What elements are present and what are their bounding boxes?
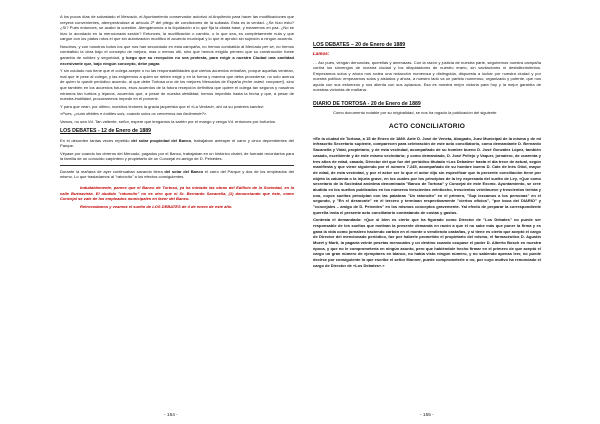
paragraph: Vamos, no sea Vd. Tan valiente, señor, espere que tengamos la sartén por el mango y venga Vd. entonces por bufuelos. <box>60 118 277 124</box>
text-run: , no hemos combatido la obra bajo el concepto de mejora, mas o menos útil, sino que hemos exigido primero que su construcción fuese garantía de solidez y seguridad, <box>60 43 294 61</box>
acta-paragraph: Contesta el demandado: «Que si bien es cierto que ha figurado como Director de "Los Debates" no puede ser responsable de los sueltos que motivan la presente demanda en razón a que él no sabe más que poner la firma y es gana la vida como jornalero haciendo carbón en el monte o vendiendo castañas, y si tiene es cierto que aceptó el cargo de Director del mencionado periódico, fue por haberle prometido el propietario del mismo, el farmacéutico D. Agustín Moret y Martí, la pagaría veinte pesetas mensuales y un destino cuando ocupase el poder D. Alberto Bosch en nuestra época, y que no le comprometería en ningún asunto, pero que habiéndole hecho firmar en el primero de que aceptó el cargo un gran número de ejemplares en blanco, no había visto ningún número, y no sabiendo apenas leer, no puede decirse por consiguiente lo que escribe el señor Monner, puede comprometerle o no, por cuyo motivo ha renunciado el cargo de Director de «Los Debates».» <box>313 217 541 268</box>
acta-paragraph: «En la ciudad de Tortosa, a 15 de Enero de 1889. Ante D. José de Veneta, Abogado, Juez Municipal de la misma y de mi infrascrito Secretario suplente, comparecen para celebración de este acto conciliatorio, como demandante D. Bernardo Sacanella y Vidal, propietario, y de esta vecindad, acompañado de su hombre bueno D. José González López, también casado, escribiente y de este mismo vecindario; y como demandado, D. José Pellejo y Vaquer, jornalero, de cuarenta y tres años de edad, casado, Director del que fue del periódico titulado «Los Debates» hasta el día trece de actual, según manifiesta y que viene siguiendo por el número 7.245, acompañado de su hombre bueno D. Cate de Inés Otiol, mayor de edad, de esta vecindad, y por el actor ser lo que el actor dijo sin especificar que la presente conciliación tiene por objeto la calumnia o la injuria grave, en los cuales por los principios de la ley expresada del suelto de Ley, «Que como secretario de la Sociedad anónima denominada "Banco de Tortosa" y Concejal de este Excmo. Ayuntamiento, se cree aludido en los sueltos publicados en los números trescientos veintiocho, trescientos veintinueve y trescientos treinta y uno, cuyos sueltos principian con las palabras "Un ratoncito" en el primero, "Sup lezcamos a los personas" en el segundo, y "En el desmonte" en el tercero y terminan respectivamente "ciertos oficios", "por boca del DIARIO" y "concejales – amigo de D. Peixedes" en los mismos conceptos gravemente. Yal efecto de preparar la correspondiente querella insta el presente acto conciliatorio contratando de costas y gastos. <box>313 135 541 215</box>
section-subheading: Lamos: <box>313 51 330 57</box>
text-run: del solar propiedad del Banco <box>131 137 192 143</box>
text-run: debilidad <box>182 90 199 96</box>
text-run: inutilidad <box>74 96 91 102</box>
paragraph <box>60 68 294 101</box>
document-title: ACTO CONCILIATORIO <box>388 122 466 130</box>
quote: «Pues, ¿cuán débiles e inútiles sois, cuando solos os vencemos tan fácilmente?». <box>60 111 208 117</box>
text-run: el carro del Parque y dos de los empleados del mismo. Lo que trasladamos al "ratoncito" a los efectos consiguientes. <box>60 168 294 180</box>
text-run: En el desorden tantas veces repetido <box>60 137 132 143</box>
editor-note: Retrocedamos y veamos el suelto de LOS DEBATES de 4 de enero de este año. <box>80 203 233 209</box>
paragraph: … Así pues, vengan denuncias, querellas y amenazas. Con la razón y justicia de nuestra parte, seguiremos nuestra campaña contra los sinvengos de nuestra ciudad y los dilapidadores de nuestro erario, sin vacilaciones ni desfallecimientos. Empezamos solos y ahora nos rodea una redacción numerosa y distinguida, dispuesta a luchar por nuestra ciudad y por nuestra política: empezamos solos y aislados y ahora, a nuestro lado va un partido numeroso, organizado y potente, que nos ayuda con sus esfuerzos y nos alienta con sus aplausos. Esa es nuestra mejor victoria para hoy y la mejor garantía de nuestras victorias de mañana. <box>313 59 541 93</box>
section-heading: LOS DEBATES – 20 de Enero de 1889 <box>313 42 406 48</box>
paragraph: Véyase por cuando los obreros del Mercado, pagados por el Banco, trabajaban en un histórico chalet, de fuerade recordarlos para la familia de un conocido carpintero y propietario de un Concejal ex-amigo de D. Peixedes. <box>60 150 294 162</box>
section-heading: DIARIO DE TORTOSA - 20 de Enero de 1889 <box>313 100 421 107</box>
page-number-left: - 154 - <box>164 413 178 419</box>
text-run: , trabajaban anteayer el carro y cinco dependientes del Parque. <box>60 137 294 149</box>
paragraph: Como documento notable por su originalidad, se nos ha rogado la publicación del siguiente <box>333 110 497 116</box>
right-page-column <box>313 14 541 424</box>
paragraph <box>60 44 294 66</box>
page-number-right: - 155 - <box>420 413 434 419</box>
editor-note: Indudablemente, parece que el Banco de Tortosa, ya ha iniciado las obras del Edificio de la Sociedad, en la calle Buenavista. El aludido "ratoncito" no es otro que el Sr. Bernardo Sacanella, (1) denunciando que éste, como Concejal se vale de los empleados municipales en favor del Banco. <box>60 185 294 202</box>
text-run: Durante la mañana de ayer continuaban sacando tierra <box>60 168 165 174</box>
text-run: Y sin cuidado nos tiene que el colega acepte o no las responsabilidades que ciertos acuerdos entrañan, porque aquellas verdean, mal que le pese al colega, y las exigiremos a quien se deben exigir y en la forma y manera que deba procederse, no solo acerca de quien lo quedé periódico acuerdo, al que debe Tortosa uno de los mejores Mercados de España <box>60 68 294 85</box>
text-run: , hemos impedido hasta la fecha y que, a pesar de nuestra <box>60 90 294 102</box>
text-run: (eche usted, compare!) <box>242 79 285 85</box>
divider <box>60 165 294 166</box>
text-run: y luego que su recepción no sea protesta, para exigir a nuestra Ciudad una cantidad excesivante que, bajo ningún concepto, debe pagar. <box>60 55 294 66</box>
section-heading: LOS DEBATES - 12 de Enero de 1889 <box>60 128 152 135</box>
paragraph: A los pocos días de subastado el Mercado, el Ayuntamiento conservador autorizó al Arquitecto para hacer las modificaciones que creyera convenientes, atemperándose al artículo 2º del pliego de condiciones de la subasta. Esta es la verdad. ¿Se hizo esto? ¿Sí? Pues entonces, se acabó la cuestión. Atengámonos a la liquidación a lo que fija la citada base, y estaremos en paz. ¿No se hizo lo acordado en la mencionada sesión? Entonces, la modificación o cambio, o lo que sea, es completamente nula y que cargue con los platos rotos el que sin autorización modificó el acuerdo municipal y lo que le aprobó sin sujeción a ningún acuerdo. <box>60 14 294 42</box>
text-run: Nosotros, y con nosotros todos los que nos han secundado en esta campaña, no hemos combatido al Mercado <box>60 43 263 49</box>
paragraph: Y para que vean, por último, nuestros lectores la gracia jaquerista que el «La Verdad», ahí va su postrera sandez: <box>60 103 264 109</box>
text-run: per se <box>262 43 274 49</box>
paragraph <box>60 169 294 180</box>
text-run: del solar del Banco <box>164 168 204 174</box>
text-run: , procuraremos impedir en el porvenir. <box>90 96 159 102</box>
left-page-column <box>60 14 294 424</box>
paragraph <box>60 138 294 149</box>
text-run: , sino que también en los acuerdos futuros, esos acuerdos de la futura recepción definitiva que quiere el colega tan seguros y nosotros miramos tan turbios y lejanos, acuerdos que, a pesar de nuestra <box>60 79 294 96</box>
